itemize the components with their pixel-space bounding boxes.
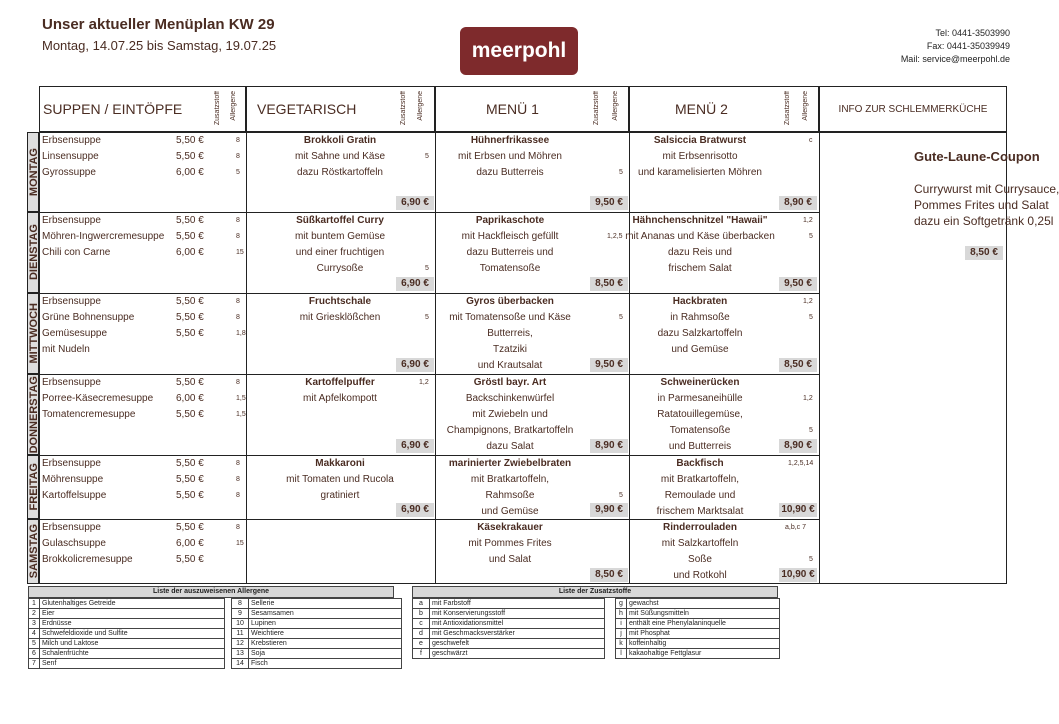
day-name: DONNERSTAG	[28, 375, 40, 454]
header-info-label: INFO ZUR SCHLEMMERKÜCHE	[838, 103, 988, 115]
legend-code: h	[616, 609, 627, 619]
dish-line: Paprikaschote	[475, 215, 545, 226]
legend-row	[232, 619, 402, 629]
legend-text: koffeinhaltig	[627, 639, 780, 649]
soup-price: 5,50 €	[176, 458, 204, 469]
dish-price: 9,90 €	[590, 503, 628, 517]
legend-text: mit Farbstoff	[430, 599, 605, 609]
dish-line: dazu Salzkartoffeln	[657, 328, 743, 339]
dish-price: 8,50 €	[590, 568, 628, 582]
soup-name: Gyrossuppe	[42, 167, 96, 178]
dish-line: Käsekrakauer	[477, 522, 543, 533]
day-name: FREITAG	[28, 463, 40, 511]
legend-row	[413, 639, 605, 649]
legend-text: mit Konservierungsstoff	[430, 609, 605, 619]
zusatz-label: Zusatzstoff	[214, 91, 221, 126]
legend-text: mit Geschmacksverstärker	[430, 629, 605, 639]
dish-allergen: 5	[425, 314, 429, 321]
legend-row	[29, 639, 225, 649]
dish-allergen: 1,2,5	[607, 233, 623, 240]
dish-price: 6,90 €	[396, 439, 434, 453]
dish-line: mit Ananas und Käse überbacken	[625, 231, 775, 242]
legend-row	[413, 599, 605, 609]
legend-code: 14	[232, 659, 249, 669]
contact-info	[901, 27, 1010, 66]
email: Mail: service@meerpohl.de	[900, 54, 1010, 64]
legend-code: e	[413, 639, 430, 649]
coupon-line: dazu ein Softgetränk 0,25l	[914, 214, 1054, 228]
date-range: Montag, 14.07.25 bis Samstag, 19.07.25	[42, 38, 277, 53]
soup-name: Erbsensuppe	[42, 522, 101, 533]
legend-code: i	[616, 619, 627, 629]
dish-line: mit Salzkartoffeln	[661, 538, 739, 549]
legend-row	[232, 659, 402, 669]
legend-code: 1	[29, 599, 40, 609]
dish-line: in Parmesaneihülle	[657, 393, 743, 404]
dish-line: dazu Reis und	[668, 247, 732, 258]
legend-row	[616, 649, 780, 659]
legend-text: Milch und Laktose	[40, 639, 225, 649]
soup-name: Chili con Carne	[42, 247, 111, 258]
legend-text: gewachst	[627, 599, 780, 609]
day-label-samstag	[27, 519, 39, 584]
legend-row	[616, 609, 780, 619]
allergene-label: Allergene	[612, 91, 619, 121]
legend-text: mit Antioxidationsmittel	[430, 619, 605, 629]
dish-line: Butterreis,	[487, 328, 533, 339]
dish-line: gratiniert	[320, 490, 360, 501]
dish-price: 8,90 €	[590, 439, 628, 453]
soup-allergen: 8	[236, 379, 240, 386]
legend-code: c	[413, 619, 430, 629]
grid-bottom	[27, 583, 819, 584]
legend-row	[232, 639, 402, 649]
soup-price: 5,50 €	[176, 328, 204, 339]
dish-line: mit Sahne und Käse	[294, 151, 386, 162]
legend-row	[232, 629, 402, 639]
soup-allergen: 8	[236, 524, 240, 531]
day-label-freitag	[27, 455, 39, 519]
dish-line: Hühnerfrikassee	[470, 135, 550, 146]
dish-line: Soße	[688, 554, 712, 565]
dish-price: 6,90 €	[396, 277, 434, 291]
dish-price: 6,90 €	[396, 503, 434, 517]
coupon-line: Pommes Frites und Salat	[914, 198, 1049, 212]
dish-line: und Gemüse	[481, 506, 539, 517]
soup-allergen: 8	[236, 476, 240, 483]
dish-line: Tomatensoße	[669, 425, 731, 436]
legend-code: 3	[29, 619, 40, 629]
legend-row	[616, 599, 780, 609]
legend-row	[616, 629, 780, 639]
legend-text: Fisch	[249, 659, 402, 669]
dish-line: Tomatensoße	[479, 263, 541, 274]
dish-allergen: 1,2,5,14	[788, 460, 814, 467]
soup-name: Erbsensuppe	[42, 296, 101, 307]
dish-line: frischem Marktsalat	[656, 506, 744, 517]
legend-table	[28, 598, 225, 669]
dish-line: in Rahmsoße	[670, 312, 730, 323]
dish-price: 8,90 €	[779, 196, 817, 210]
dish-allergen: 5	[425, 153, 429, 160]
legend-text: Schalenfrüchte	[40, 649, 225, 659]
dish-price: 9,50 €	[590, 196, 628, 210]
soup-name: Gemüsesuppe	[42, 328, 108, 339]
dish-line: und Gemüse	[671, 344, 729, 355]
soup-price: 6,00 €	[176, 167, 204, 178]
legend-code: 2	[29, 609, 40, 619]
soup-name: Möhren-Ingwercremesuppe	[42, 231, 165, 242]
dish-line: dazu Butterreis und	[466, 247, 554, 258]
dish-line: dazu Salat	[486, 441, 534, 452]
soup-allergen: 1,5	[236, 395, 246, 402]
legend-code: d	[413, 629, 430, 639]
soup-allergen: 15	[236, 249, 244, 256]
legend-text: Schwefeldioxide und Sulfite	[40, 629, 225, 639]
legend-code: k	[616, 639, 627, 649]
legend-code: 10	[232, 619, 249, 629]
legend-code: 13	[232, 649, 249, 659]
day-label-mittwoch	[27, 293, 39, 374]
day-name: MITTWOCH	[28, 303, 40, 364]
legend-row	[232, 609, 402, 619]
dish-line: Gröstl bayr. Art	[473, 377, 547, 388]
header-info	[819, 86, 1007, 132]
dish-allergen: 5	[809, 233, 813, 240]
dish-line: mit Hackfleisch gefüllt	[461, 231, 559, 242]
legend-code: f	[413, 649, 430, 659]
dish-line: frischem Salat	[668, 263, 732, 274]
soup-name: Erbsensuppe	[42, 135, 101, 146]
legend-text: mit Phosphat	[627, 629, 780, 639]
dish-allergen: 5	[619, 492, 623, 499]
soup-name: Erbsensuppe	[42, 215, 101, 226]
day-label-donnerstag	[27, 374, 39, 455]
dish-line: Kartoffelpuffer	[305, 377, 375, 388]
dish-line: und Rotkohl	[673, 570, 727, 581]
soup-price: 5,50 €	[176, 312, 204, 323]
allergene-label: Allergene	[230, 91, 237, 121]
allergen-legend	[28, 586, 402, 669]
dish-line: mit Tomatensoße und Käse	[449, 312, 571, 323]
legend-row	[413, 629, 605, 639]
dish-line: und Salat	[488, 554, 532, 565]
soup-allergen: 8	[236, 233, 240, 240]
header-suppen-label: SUPPEN / EINTÖPFE	[43, 101, 183, 117]
legend-row	[413, 609, 605, 619]
soup-allergen: 1,5	[236, 411, 246, 418]
legend-code: 11	[232, 629, 249, 639]
dish-line: Gyros überbacken	[466, 296, 554, 307]
dish-line: mit Bratkartoffeln,	[660, 474, 740, 485]
dish-line: Hackbraten	[672, 296, 728, 307]
dish-allergen: 1,2	[803, 395, 813, 402]
dish-price: 8,50 €	[779, 358, 817, 372]
dish-line: Süßkartoffel Curry	[296, 215, 384, 226]
zusatz-label: Zusatzstoff	[593, 91, 600, 126]
soup-price: 5,50 €	[176, 554, 204, 565]
dish-price: 9,50 €	[590, 358, 628, 372]
additive-legend-title: Liste der Zusatzstoffe	[412, 586, 778, 598]
legend-row	[29, 659, 225, 669]
zusatz-label: Zusatzstoff	[400, 91, 407, 126]
legend-row	[29, 599, 225, 609]
dish-line: Remoulade und	[664, 490, 736, 501]
dish-allergen: 1,2	[803, 217, 813, 224]
legend-table	[231, 598, 402, 669]
dish-line: dazu Röstkartoffeln	[297, 167, 383, 178]
soup-allergen: 1,8	[236, 330, 246, 337]
legend-text: Sesamsamen	[249, 609, 402, 619]
soup-price: 5,50 €	[176, 474, 204, 485]
legend-text: Erdnüsse	[40, 619, 225, 629]
coupon-title: Gute-Laune-Coupon	[914, 149, 1040, 164]
zusatz-label: Zusatzstoff	[784, 91, 791, 126]
dish-line: mit Apfelkompott	[303, 393, 377, 404]
legend-text: kakaohaltige Fettglasur	[627, 649, 780, 659]
soup-price: 6,00 €	[176, 247, 204, 258]
legend-table	[615, 598, 780, 659]
legend-table	[412, 598, 605, 659]
legend-text: enthält eine Phenylalaninquelle	[627, 619, 780, 629]
legend-code: l	[616, 649, 627, 659]
legend-text: Krebstieren	[249, 639, 402, 649]
dish-line: Champignons, Bratkartoffeln	[446, 425, 574, 436]
legend-text: Eier	[40, 609, 225, 619]
dish-line: und einer fruchtigen	[295, 247, 385, 258]
soup-allergen: 5	[236, 169, 240, 176]
dish-line: mit Tomaten und Rucola	[286, 474, 394, 485]
dish-line: mit Erbsenrisotto	[662, 151, 738, 162]
day-name: MONTAG	[28, 147, 40, 197]
dish-line: dazu Butterreis	[476, 167, 544, 178]
dish-allergen: 1,2	[419, 379, 429, 386]
dish-line: Backschinkenwürfel	[465, 393, 555, 404]
dish-line: Hähnchenschnitzel "Hawaii"	[632, 215, 768, 226]
dish-line: mit Erbsen und Möhren	[458, 151, 562, 162]
dish-line: Schweinerücken	[660, 377, 740, 388]
dish-line: Ratatouillegemüse,	[657, 409, 743, 420]
dish-allergen: 5	[809, 427, 813, 434]
legend-code: 7	[29, 659, 40, 669]
dish-line: Tzatziki	[493, 344, 527, 355]
dish-line: mit Bratkartoffeln,	[470, 474, 550, 485]
soup-name: Porree-Käsecremesuppe	[42, 393, 154, 404]
legend-code: 6	[29, 649, 40, 659]
dish-line: Rahmsoße	[485, 490, 535, 501]
dish-line: Rinderrouladen	[663, 522, 737, 533]
dish-line: und Butterreis	[668, 441, 732, 452]
dish-allergen: 5	[619, 314, 623, 321]
legend-row	[616, 639, 780, 649]
soup-price: 5,50 €	[176, 135, 204, 146]
dish-allergen: a,b,c 7	[785, 524, 807, 531]
legend-text: Soja	[249, 649, 402, 659]
dish-line: und karamelisierten Möhren	[638, 167, 762, 178]
soup-allergen: 8	[236, 492, 240, 499]
legend-code: 5	[29, 639, 40, 649]
dish-line: mit Zwiebeln und	[472, 409, 548, 420]
soup-price: 5,50 €	[176, 151, 204, 162]
legend-text: mit Süßungsmitteln	[627, 609, 780, 619]
legend-code: 12	[232, 639, 249, 649]
dish-price: 8,90 €	[779, 439, 817, 453]
soup-price: 5,50 €	[176, 296, 204, 307]
soup-price: 5,50 €	[176, 522, 204, 533]
legend-row	[413, 619, 605, 629]
coupon-line: Currywurst mit Currysauce,	[914, 182, 1059, 196]
allergene-label: Allergene	[802, 91, 809, 121]
soup-allergen: 8	[236, 298, 240, 305]
header-menu2-label: MENÜ 2	[675, 101, 728, 117]
soup-allergen: 15	[236, 540, 244, 547]
dish-line: mit Pommes Frites	[468, 538, 552, 549]
dish-price: 6,90 €	[396, 196, 434, 210]
soup-price: 5,50 €	[176, 409, 204, 420]
dish-line: Salsiccia Bratwurst	[653, 135, 747, 146]
soup-price: 5,50 €	[176, 231, 204, 242]
dish-line: mit Griesklößchen	[299, 312, 381, 323]
legend-row	[29, 619, 225, 629]
dish-allergen: 5	[809, 556, 813, 563]
dish-line: und Krautsalat	[477, 360, 543, 371]
legend-row	[616, 619, 780, 629]
day-label-montag	[27, 132, 39, 212]
legend-code: g	[616, 599, 627, 609]
soup-allergen: 8	[236, 460, 240, 467]
legend-row	[29, 629, 225, 639]
phone: Tel: 0441-3503990	[935, 28, 1010, 38]
dish-price: 10,90 €	[779, 568, 817, 582]
soup-name: Linsensuppe	[42, 151, 99, 162]
coupon-price: 8,50 €	[965, 246, 1003, 260]
dish-allergen: c	[809, 137, 813, 144]
legend-row	[29, 649, 225, 659]
header-veg-label: VEGETARISCH	[257, 101, 357, 117]
soup-allergen: 8	[236, 137, 240, 144]
legend-code: a	[413, 599, 430, 609]
dish-line: Brokkoli Gratin	[303, 135, 377, 146]
legend-code: 9	[232, 609, 249, 619]
legend-text: Lupinen	[249, 619, 402, 629]
legend-code: 8	[232, 599, 249, 609]
soup-name: Gulaschsuppe	[42, 538, 106, 549]
soup-price: 5,50 €	[176, 377, 204, 388]
soup-name: Erbsensuppe	[42, 377, 101, 388]
soup-allergen: 8	[236, 217, 240, 224]
soup-name: Kartoffelsuppe	[42, 490, 107, 501]
soup-allergen: 8	[236, 153, 240, 160]
soup-price: 5,50 €	[176, 215, 204, 226]
legend-row	[232, 649, 402, 659]
soup-price: 6,00 €	[176, 538, 204, 549]
soup-name: Möhrensuppe	[42, 474, 104, 485]
header-menu2	[629, 86, 819, 132]
dish-line: marinierter Zwiebelbraten	[448, 458, 572, 469]
legend-text: Sellerie	[249, 599, 402, 609]
legend-text: Weichtiere	[249, 629, 402, 639]
soup-name: Tomatencremesuppe	[42, 409, 136, 420]
page-title: Unser aktueller Menüplan KW 29	[42, 16, 275, 33]
soup-name: Erbsensuppe	[42, 458, 101, 469]
soup-name: Brokkolicremesuppe	[42, 554, 133, 565]
legend-text: Glutenhaltiges Getreide	[40, 599, 225, 609]
legend-text: geschwärzt	[430, 649, 605, 659]
dish-allergen: 5	[425, 265, 429, 272]
header-veg	[246, 86, 435, 132]
dish-line: mit buntem Gemüse	[294, 231, 386, 242]
dish-price: 10,90 €	[779, 503, 817, 517]
dish-price: 6,90 €	[396, 358, 434, 372]
soup-price: 6,00 €	[176, 393, 204, 404]
day-label-dienstag	[27, 212, 39, 293]
dish-line: Makkaroni	[315, 458, 365, 469]
fax: Fax: 0441-35039949	[926, 41, 1010, 51]
header-suppen	[39, 86, 246, 132]
day-name: DIENSTAG	[28, 224, 40, 281]
info-panel	[819, 132, 1059, 584]
dish-allergen: 5	[619, 169, 623, 176]
legend-row	[232, 599, 402, 609]
dish-allergen: 5	[809, 314, 813, 321]
legend-code: j	[616, 629, 627, 639]
soup-price: 5,50 €	[176, 490, 204, 501]
legend-code: 4	[29, 629, 40, 639]
dish-price: 9,50 €	[779, 277, 817, 291]
legend-row	[413, 649, 605, 659]
dish-allergen: 1,2	[803, 298, 813, 305]
legend-text: geschwefelt	[430, 639, 605, 649]
legend-row	[29, 609, 225, 619]
header-menu1	[435, 86, 629, 132]
dish-line: Currysoße	[316, 263, 364, 274]
allergene-label: Allergene	[417, 91, 424, 121]
legend-code: b	[413, 609, 430, 619]
soup-allergen: 8	[236, 314, 240, 321]
soup-name: mit Nudeln	[42, 344, 90, 355]
allergen-legend-title: Liste der auszuweisenen Allergene	[28, 586, 394, 598]
meerpohl-logo: meerpohl	[460, 27, 578, 75]
dish-line: Fruchtschale	[308, 296, 372, 307]
soup-name: Grüne Bohnensuppe	[42, 312, 135, 323]
additive-legend	[412, 586, 780, 659]
dish-price: 8,50 €	[590, 277, 628, 291]
header-menu1-label: MENÜ 1	[486, 101, 539, 117]
legend-text: Senf	[40, 659, 225, 669]
day-name: SAMSTAG	[28, 524, 40, 579]
dish-line: Backfisch	[676, 458, 724, 469]
